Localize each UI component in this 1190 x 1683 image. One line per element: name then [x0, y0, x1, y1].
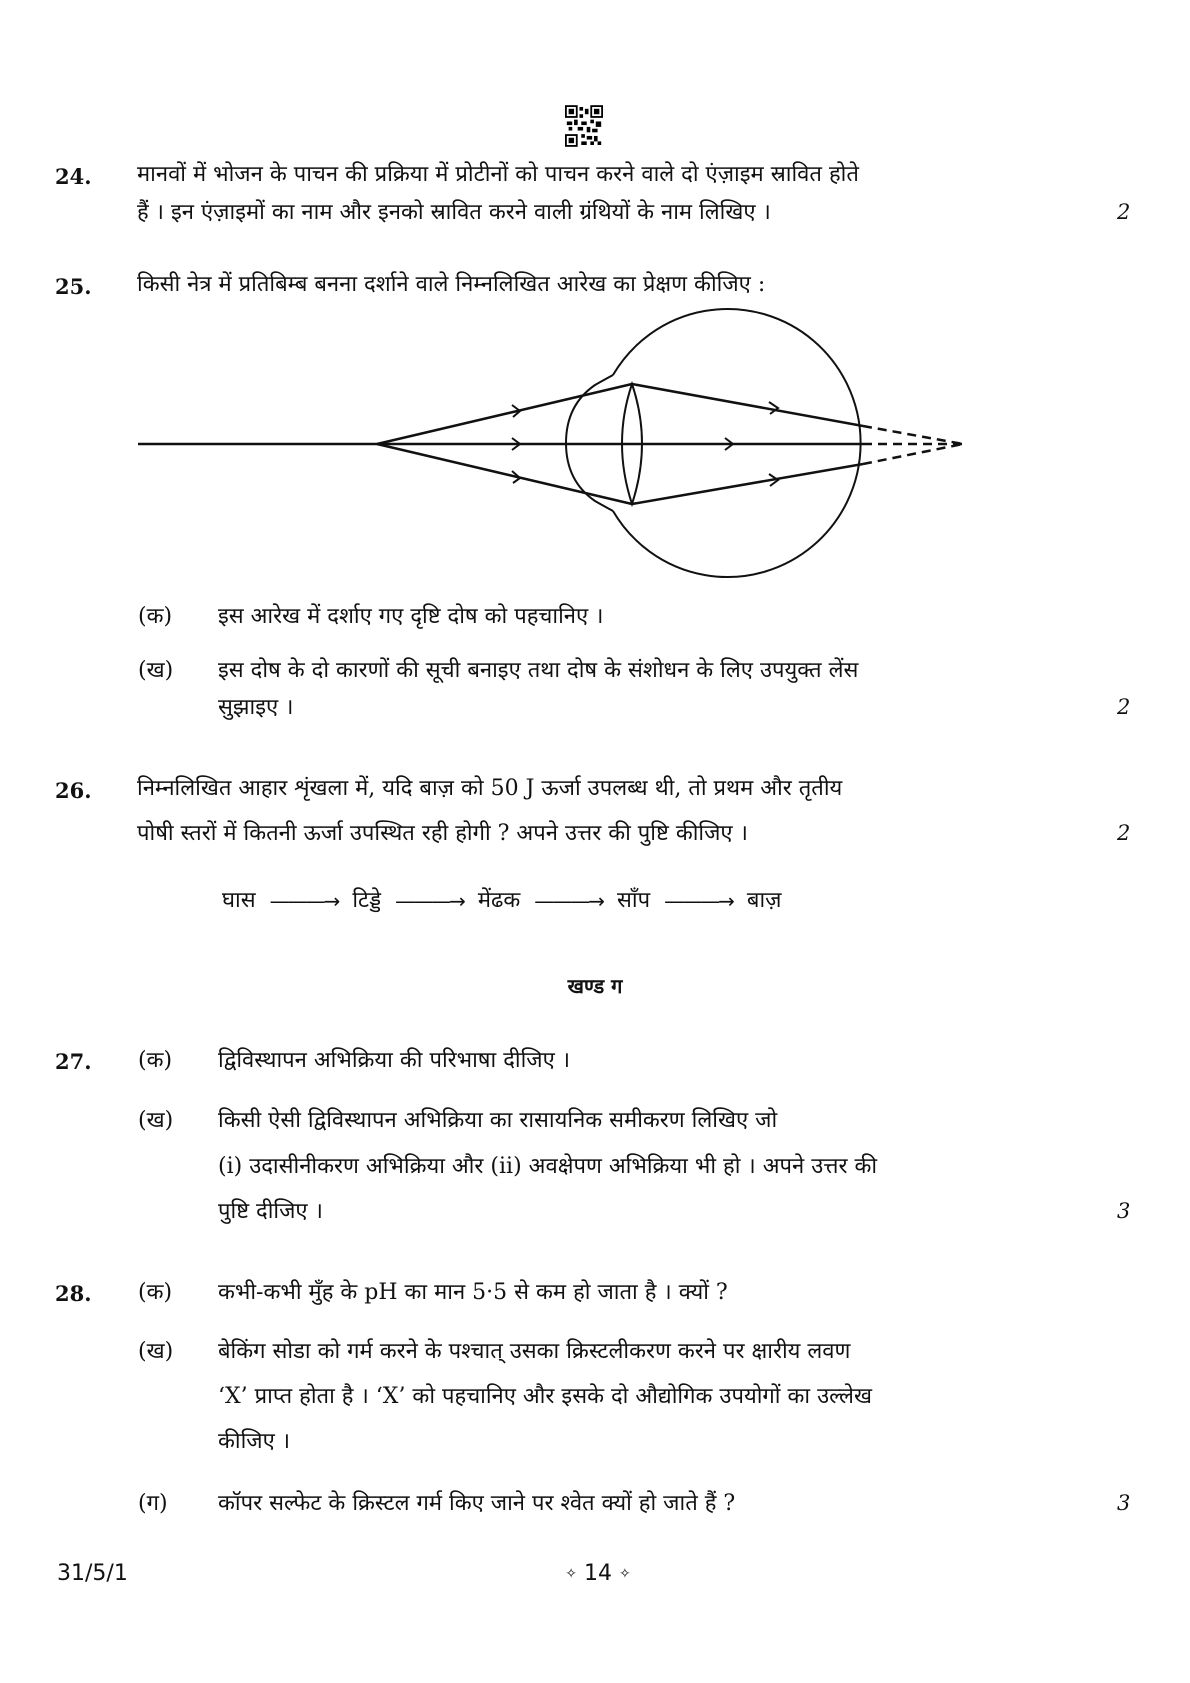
paper-code: 31/5/1: [57, 1561, 128, 1586]
part-label: (ख): [138, 1339, 174, 1364]
ornament-icon: ✧: [565, 1566, 577, 1582]
food-chain-item: बाज़: [746, 888, 782, 913]
part-label: (क): [138, 604, 173, 629]
part-label: (ग): [138, 1491, 168, 1516]
part-label: (ख): [138, 1108, 174, 1133]
part-text: (i) उदासीनीकरण अभिक्रिया और (ii) अवक्षेपण अभिक्रिया भी हो । अपने उत्तर की: [218, 1154, 878, 1179]
part-text: इस दोष के दो कारणों की सूची बनाइए तथा दोष के संशोधन के लिए उपयुक्त लेंस: [218, 658, 859, 683]
page-number-value: 14: [584, 1561, 612, 1586]
part-label: (ख): [138, 658, 174, 683]
marks: 2: [1117, 695, 1131, 719]
marks: 3: [1117, 1491, 1131, 1515]
part-text: ‘X’ प्राप्त होता है । ‘X’ को पहचानिए और इसके दो औद्योगिक उपयोगों का उल्लेख: [218, 1384, 872, 1409]
q24-line-1: मानवों में भोजन के पाचन की प्रक्रिया में प्रोटीनों को पाचन करने वाले दो एंज़ाइम स्रावित होते: [137, 162, 859, 187]
marks: 2: [1117, 821, 1131, 845]
food-chain-item: साँप: [617, 888, 651, 913]
part-text: सुझाइए ।: [218, 695, 294, 720]
food-chain-item: घास: [222, 888, 256, 913]
section-heading: खण्ड ग: [567, 974, 623, 998]
q26-line-1: निम्नलिखित आहार शृंखला में, यदि बाज़ को 50 J ऊर्जा उपलब्ध थी, तो प्रथम और तृतीय: [137, 776, 843, 801]
question-number: 28.: [55, 1281, 92, 1306]
arrow-right-icon: ———→: [534, 889, 604, 913]
question-number: 27.: [55, 1049, 92, 1074]
ornament-icon: ✧: [619, 1566, 631, 1582]
part-label: (क): [138, 1048, 173, 1073]
question-number: 26.: [55, 778, 92, 803]
part-text: द्विविस्थापन अभिक्रिया की परिभाषा दीजिए ।: [218, 1048, 571, 1073]
part-text: बेकिंग सोडा को गर्म करने के पश्चात् उसका क्रिस्टलीकरण करने पर क्षारीय लवण: [218, 1339, 851, 1364]
part-label: (क): [138, 1280, 173, 1305]
part-text: कॉपर सल्फेट के क्रिस्टल गर्म किए जाने पर श्वेत क्यों हो जाते हैं ?: [218, 1491, 736, 1516]
arrow-right-icon: ———→: [664, 889, 733, 913]
food-chain: [222, 890, 781, 912]
arrow-right-icon: ———→: [269, 889, 339, 913]
part-text: इस आरेख में दर्शाए गए दृष्टि दोष को पहचानिए ।: [218, 604, 604, 629]
question-number: 24.: [55, 164, 92, 189]
part-text: किसी ऐसी द्विविस्थापन अभिक्रिया का रासायनिक समीकरण लिखिए जो: [218, 1108, 778, 1133]
q25-line-1: किसी नेत्र में प्रतिबिम्ब बनना दर्शाने वाले निम्नलिखित आरेख का प्रेक्षण कीजिए :: [137, 272, 766, 297]
part-text: पुष्टि दीजिए ।: [218, 1199, 323, 1224]
food-chain-item: मेंढक: [477, 888, 521, 913]
arrow-right-icon: ———→: [395, 889, 464, 913]
eye-diagram: [0, 0, 1190, 620]
page-number: [540, 1561, 656, 1586]
marks: 3: [1117, 1199, 1131, 1223]
q24-line-2: हैं । इन एंज़ाइमों का नाम और इनको स्रावित करने वाली ग्रंथियों के नाम लिखिए ।: [137, 200, 771, 225]
q26-line-2: पोषी स्तरों में कितनी ऊर्जा उपस्थित रही होगी ? अपने उत्तर की पुष्टि कीजिए ।: [137, 821, 748, 846]
part-text: कीजिए ।: [218, 1429, 291, 1454]
question-number: 25.: [55, 274, 92, 299]
part-text: कभी-कभी मुँह के pH का मान 5·5 से कम हो जाता है । क्यों ?: [218, 1280, 728, 1305]
food-chain-item: टिड्डे: [352, 888, 382, 913]
marks: 2: [1117, 200, 1131, 224]
